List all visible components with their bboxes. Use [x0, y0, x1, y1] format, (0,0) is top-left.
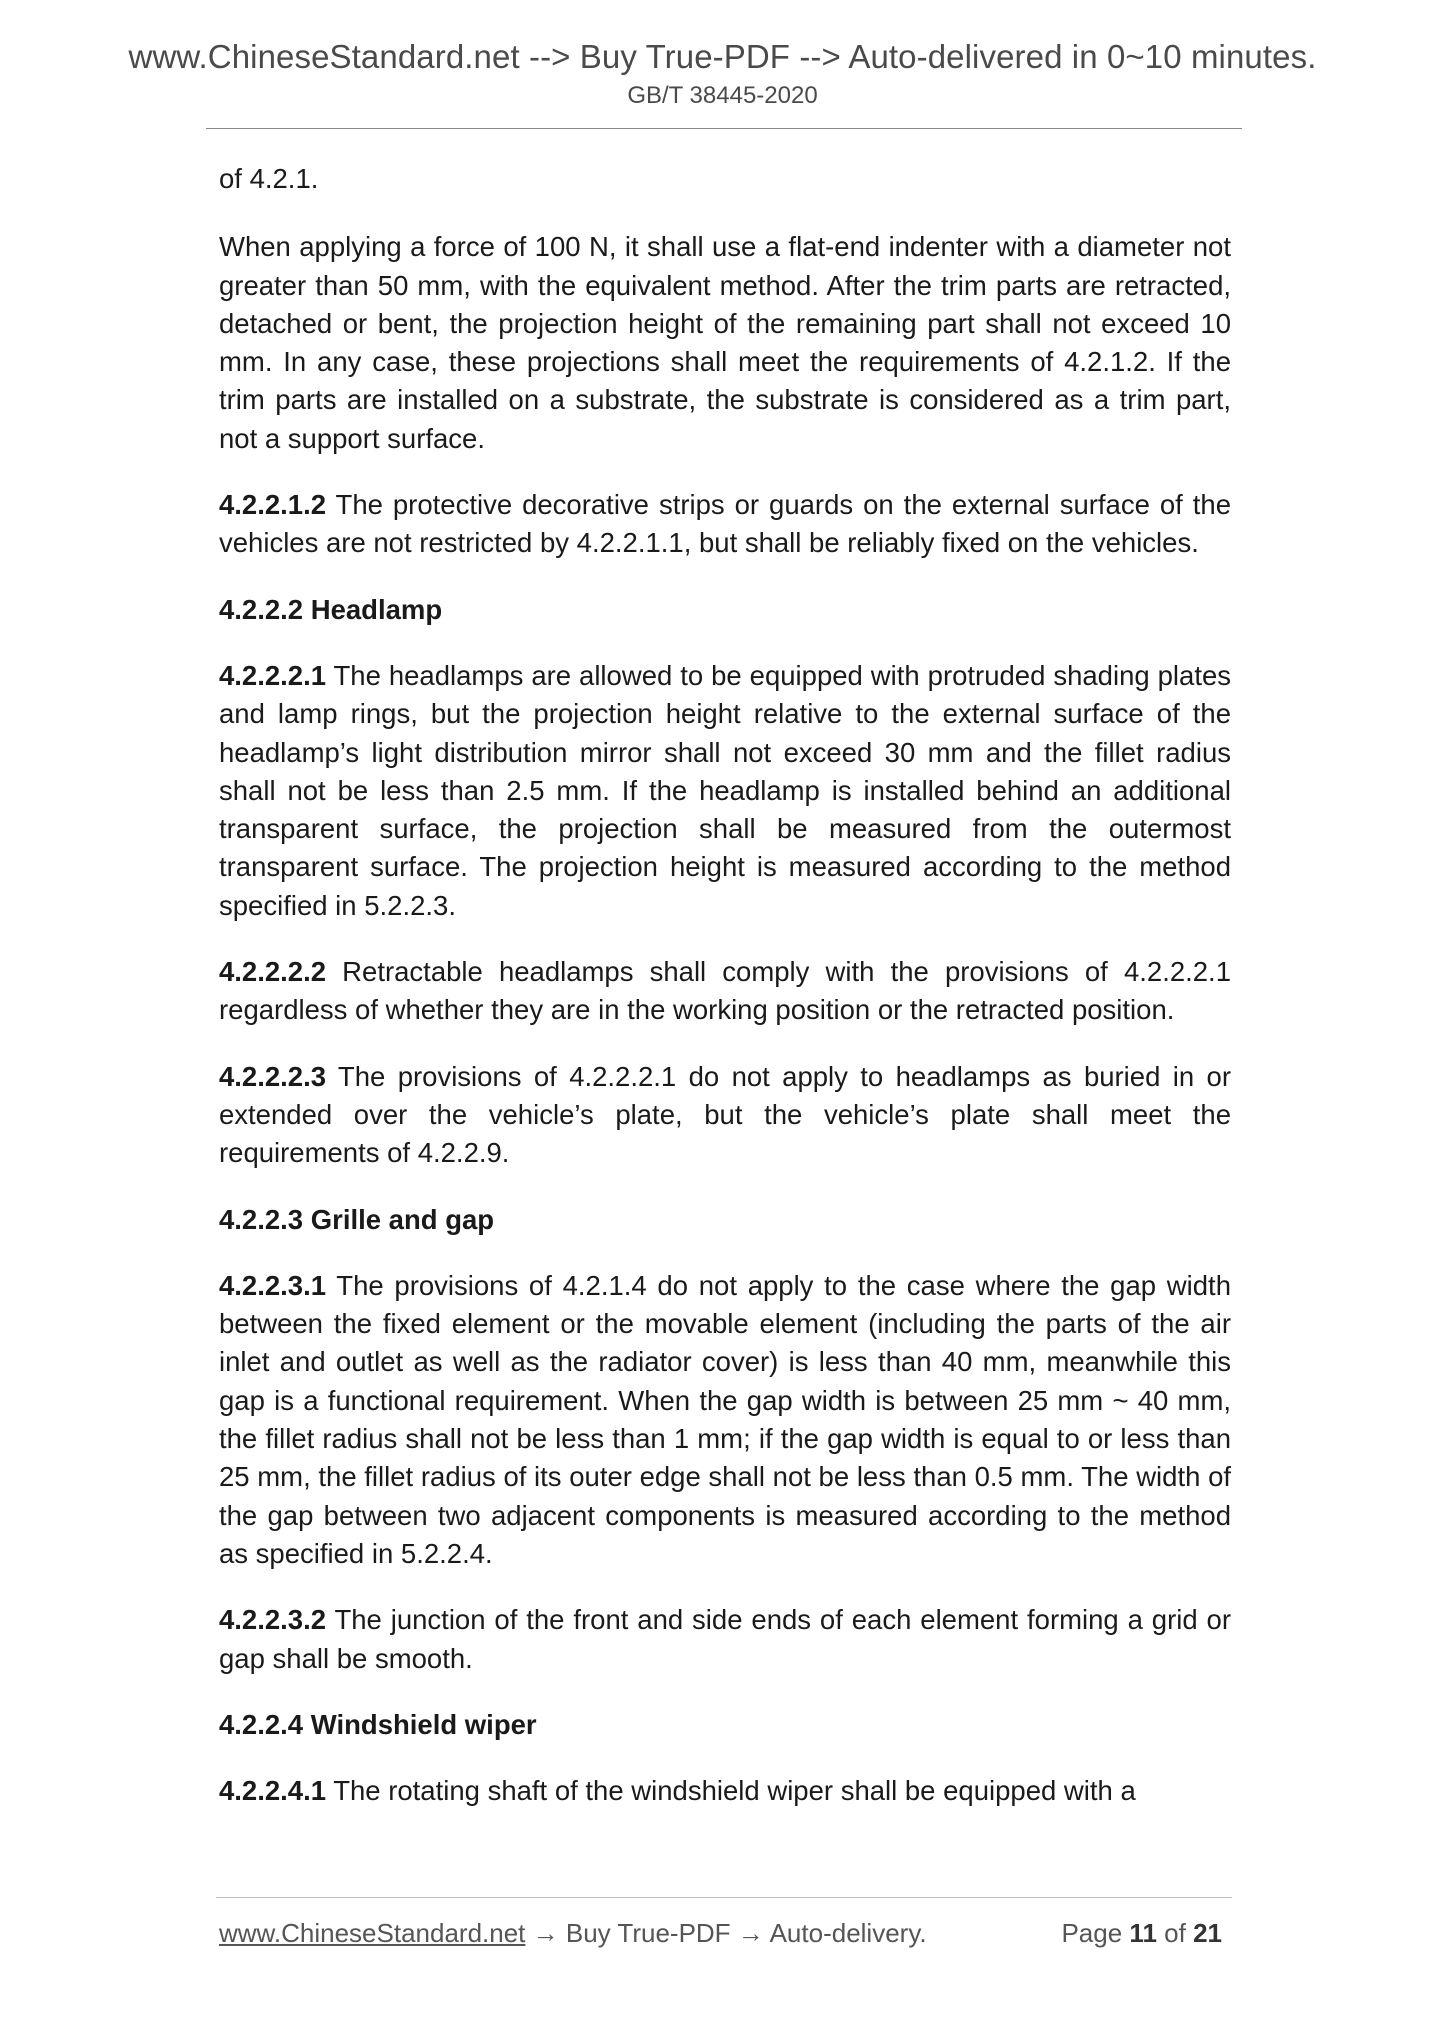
clause-4-2-2-1-2 — [219, 486, 1231, 563]
header-banner: www.ChineseStandard.net --> Buy True-PDF --> Auto-delivered in 0~10 minutes. — [128, 38, 1317, 75]
clause-text: The rotating shaft of the windshield wiper shall be equipped with a — [326, 1775, 1136, 1807]
paragraph: When applying a force of 100 N, it shall use a flat-end indenter with a diameter not greater than 50 mm, with the equivalent method. After the trim parts are retracted, detached or bent, the projection height of the remaining part shall not exceed 10 mm. In any case, these projections shall meet the requirements of 4.2.1.2. If the trim parts are installed on a substrate, the substrate is considered as a trim part, not a support surface. — [219, 231, 1231, 454]
footer-site-link[interactable]: www.ChineseStandard.net — [219, 1918, 526, 1948]
page-total: 21 — [1193, 1918, 1222, 1948]
clause-number: 4.2.2.3.2 — [219, 1604, 327, 1636]
clause-number: 4.2.2.4.1 — [219, 1775, 327, 1807]
footer-buy-text: Buy True-PDF — [565, 1918, 731, 1948]
clause-4-2-2-3-1 — [219, 1267, 1231, 1573]
clause-number: 4.2.2.2.2 — [219, 956, 327, 988]
clause-text: The headlamps are allowed to be equipped with protruded shading plates and lamp rings, but the projection height relative to the external surface of the headlamp’s light distribution mirror shall not exceed 30 mm and the fillet radius shall not be less than 2.5 mm. If the headlamp is installed behind an additional transparent surface, the projection shall be measured from the outermost transparent surface. The projection height is measured according to the method specified in 5.2.2.3. — [219, 659, 1231, 921]
clause-4-2-2-2-3 — [219, 1058, 1231, 1173]
clause-text: The junction of the front and side ends of each element forming a grid or gap shall be smooth. — [219, 1604, 1231, 1674]
clause-text: Retractable headlamps shall comply with the provisions of 4.2.2.2.1 regardless of whether they are in the working position or the retracted position. — [219, 956, 1231, 1026]
section-heading-headlamp: 4.2.2.2 Headlamp — [219, 593, 443, 625]
section-heading-grille: 4.2.2.3 Grille and gap — [219, 1203, 495, 1235]
footer-divider — [216, 1897, 1232, 1898]
footer-delivery-text: Auto-delivery. — [769, 1918, 927, 1948]
clause-text: The provisions of 4.2.2.2.1 do not apply to headlamps as buried in or extended over the vehicle’s plate, but the vehicle’s plate shall meet the requirements of 4.2.2.9. — [219, 1060, 1231, 1169]
page-current: 11 — [1129, 1918, 1157, 1948]
clause-4-2-2-3-2 — [219, 1601, 1231, 1678]
paragraph-continuation: of 4.2.1. — [219, 163, 319, 194]
arrow-icon: → — [525, 1918, 566, 1948]
page-indicator — [1061, 1918, 1222, 1949]
clause-4-2-2-4-1 — [219, 1772, 1231, 1810]
clause-4-2-2-2-2 — [219, 953, 1231, 1030]
clause-text: The protective decorative strips or guards on the external surface of the vehicles are not restricted by 4.2.2.1.1, but shall be reliably fixed on the vehicles. — [219, 489, 1231, 559]
header-divider — [206, 128, 1242, 129]
clause-number: 4.2.2.2.3 — [219, 1060, 327, 1092]
page-label: Page — [1061, 1918, 1123, 1948]
clause-number: 4.2.2.1.2 — [219, 489, 327, 521]
page-of: of — [1164, 1918, 1186, 1948]
clause-number: 4.2.2.3.1 — [219, 1269, 327, 1301]
arrow-icon: → — [730, 1918, 770, 1948]
footer-links — [219, 1918, 927, 1949]
clause-4-2-2-2-1 — [219, 657, 1231, 925]
standard-code: GB/T 38445-2020 — [627, 82, 818, 109]
clause-text: The provisions of 4.2.1.4 do not apply to the case where the gap width between the fixed element or the movable element (including the parts of the air inlet and outlet as well as the radiator cover) is less than 40 mm, meanwhile this gap is a functional requirement. When the gap width is between 25 mm ~ 40 mm, the fillet radius shall not be less than 1 mm; if the gap width is equal to or less than 25 mm, the fillet radius of its outer edge shall not be less than 0.5 mm. The width of the gap between two adjacent components is measured according to the method as specified in 5.2.2.4. — [219, 1269, 1231, 1569]
document-body — [219, 160, 1231, 1838]
section-heading-wiper: 4.2.2.4 Windshield wiper — [219, 1708, 537, 1740]
clause-number: 4.2.2.2.1 — [219, 659, 327, 691]
